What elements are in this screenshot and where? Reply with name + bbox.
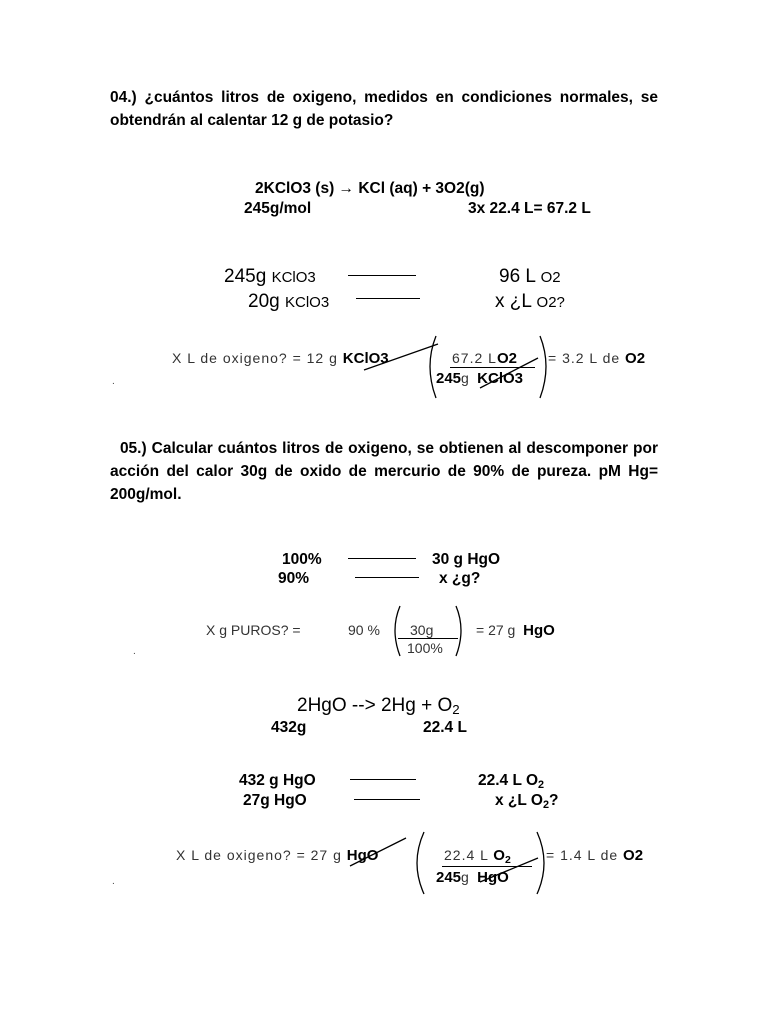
q04-molar-mass: 245g/mol — [244, 200, 312, 217]
q04-calc-numerator: 67.2 LO2 — [452, 350, 517, 367]
q05-calc-lhs: X L de oxigeno? = 27 g HgO — [176, 847, 379, 864]
q04-prop-row1-left: 245g KClO3 — [224, 266, 316, 287]
question-05-text: 05.) Calcular cuántos litros de oxigeno, se obtienen al descomponer por acción del calor 30g de oxido de mercurio de 90% de pureza. pM Hg= 200g/mol. — [110, 440, 658, 503]
q05-pur-dot: . — [133, 646, 136, 657]
q05-mass: 432g — [271, 719, 307, 736]
q04-right-bracket — [540, 336, 546, 398]
q04-prop-row1-right: 96 L O2 — [499, 266, 561, 287]
q04-prop-row2-right: x ¿L O2? — [495, 291, 565, 312]
q04-cancel-stroke-2 — [480, 358, 538, 388]
q04-calc-lhs: X L de oxigeno? = 12 g KClO3 — [172, 350, 389, 367]
q05-pur-calc-result: = 27 g HgO — [476, 622, 555, 639]
q05-volume: 22.4 L — [423, 719, 467, 736]
q05-pur-right-bracket — [456, 606, 461, 656]
q05-calc-denominator: 245g HgO — [436, 869, 509, 886]
q05-cancel-stroke-2 — [480, 858, 538, 882]
q05-pur-row1-left: 100% — [282, 551, 322, 568]
q05-pur-calc-pct: 90 % — [348, 622, 380, 638]
q04-equation: 2KClO3 (s) → KCl (aq) + 3O2(g) — [255, 180, 485, 197]
q04-dot: . — [112, 376, 115, 387]
q05-pur-calc-lhs: X g PUROS? = — [206, 622, 301, 638]
q05-cancel-stroke-1 — [350, 838, 406, 866]
q05-right-bracket — [537, 832, 544, 894]
q05-pur-row1-right: 30 g HgO — [432, 551, 501, 568]
q05-calc-numerator: 22.4 L $O_2$ — [444, 847, 511, 866]
q05-pur-left-bracket — [395, 606, 400, 656]
q05-prop-row1-left: 432 g HgO — [239, 772, 316, 789]
q05-prop-row1-right: 22.4 L $O_2$ — [478, 772, 545, 791]
q05-pur-calc-denominator: 100% — [407, 640, 443, 656]
q05-pur-calc-numerator: 30g — [410, 622, 434, 638]
q05-equation: 2HgO --> $2Hg + O_2$ — [297, 695, 460, 717]
q04-prop-row2-left: 20g KClO3 — [248, 291, 330, 312]
question-04-text: 04.) ¿cuántos litros de oxigeno, medidos en condiciones normales, se obtendrán al calentar 12 g de potasio? — [110, 89, 658, 129]
q05-prop-row2-left: 27g HgO — [243, 792, 307, 809]
q05-prop-row2-right: x ¿L $O_2$? — [495, 792, 559, 811]
q05-dot: . — [112, 876, 115, 887]
q04-calc-denominator: 245g KClO3 — [436, 370, 524, 387]
q05-calc-result: = 1.4 L de O2 — [546, 847, 644, 864]
q05-left-bracket — [417, 832, 424, 894]
q04-cancel-stroke-1 — [364, 344, 438, 370]
q05-pur-row2-right: x ¿g? — [439, 570, 481, 587]
q05-pur-row2-left: 90% — [278, 570, 310, 587]
q04-calc-result: = 3.2 L de O2 — [548, 350, 646, 367]
q04-volume: 3x 22.4 L= 67.2 L — [468, 200, 591, 217]
